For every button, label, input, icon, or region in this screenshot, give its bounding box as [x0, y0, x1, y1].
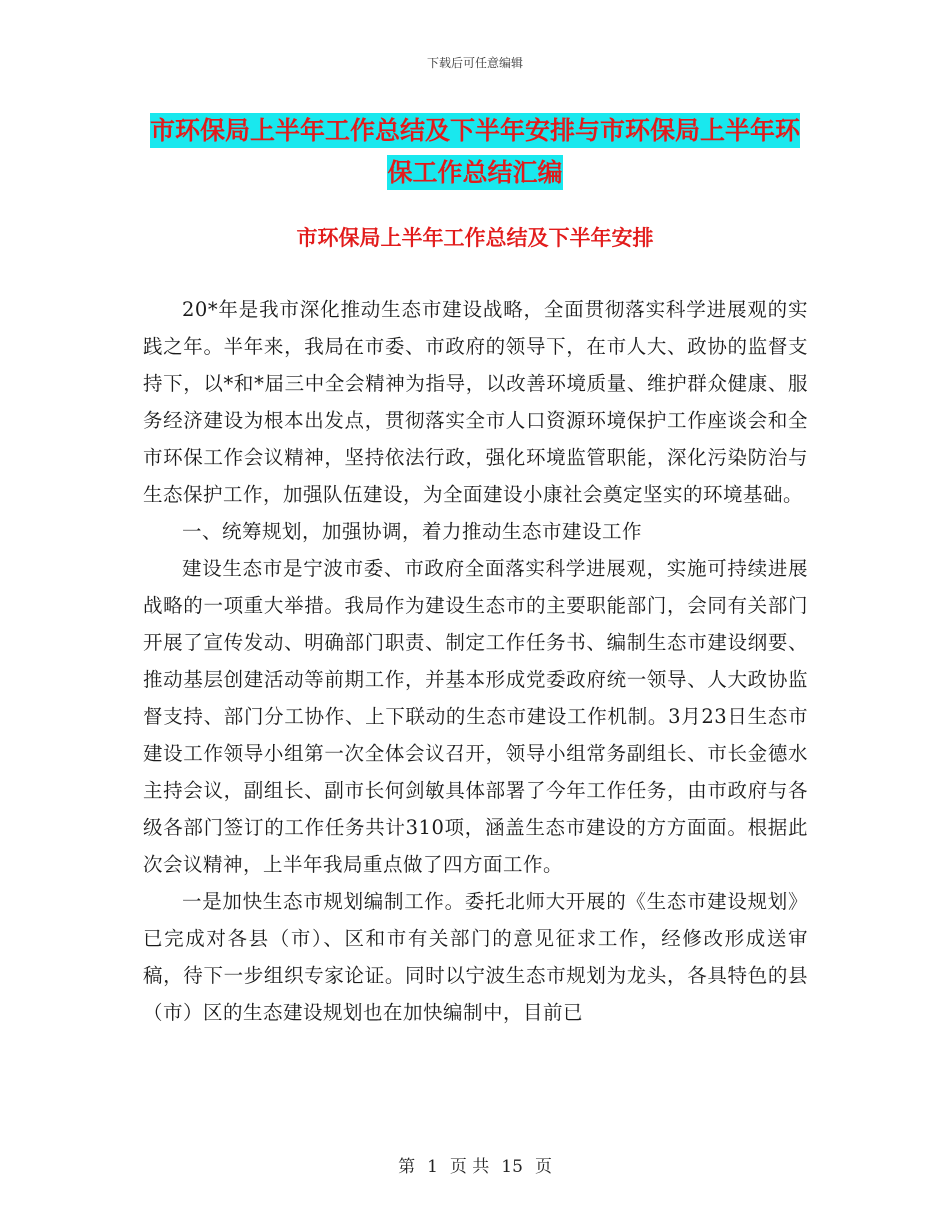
page-total: 15: [501, 1157, 523, 1177]
footer-prefix: 第: [398, 1157, 416, 1177]
footer-suffix: 页: [534, 1157, 552, 1177]
paragraph: 一是加快生态市规划编制工作。委托北师大开展的《生态市建设规划》已完成对各县（市）、区和市有关部门的意见征求工作，经修改形成送审稿，待下一步组织专家论证。同时以宁波生态市规划为龙头，各具特色的县（市）区的生态建设规划也在加快编制中，目前已: [143, 890, 808, 1024]
header-note: 下载后可任意编辑: [426, 56, 523, 70]
paragraph: 20*年是我市深化推动生态市建设战略，全面贯彻落实科学进展观的实践之年。半年来，我局在市委、市政府的领导下，在市人大、政协的监督支持下，以*和*届三中全会精神为指导，以改善环境质量、维护群众健康、服务经济建设为根本出发点，贯彻落实全市人口资源环境保护工作座谈会和全市环保工作会议精神，坚持依法行政，强化环境监管职能，深化污染防治与生态保护工作，加强队伍建设，为全面建设小康社会奠定坚实的环境基础。: [143, 298, 808, 506]
section-title: 市环保局上半年工作总结及下半年安排: [296, 226, 654, 250]
page-number: 1: [427, 1157, 438, 1177]
page-footer: [0, 1152, 950, 1177]
document-title: [140, 110, 810, 194]
paragraph: 建设生态市是宁波市委、市政府全面落实科学进展观，实施可持续进展战略的一项重大举措。我局作为建设生态市的主要职能部门，会同有关部门开展了宣传发动、明确部门职责、制定工作任务书、编制生态市建设纲要、推动基层创建活动等前期工作，并基本形成党委政府统一领导、人大政协监督支持、部门分工协作、上下联动的生态市建设工作机制。3月23日生态市建设工作领导小组第一次全体会议召开，领导小组常务副组长、市长金德水主持会议，副组长、副市长何剑敏具体部署了今年工作任务，由市政府与各级各部门签订的工作任务共计310项，涵盖生态市建设的方方面面。根据此次会议精神，上半年我局重点做了四方面工作。: [143, 557, 808, 876]
section-heading: 一、统筹规划，加强协调，着力推动生态市建设工作: [182, 520, 643, 543]
document-title-text: 市环保局上半年工作总结及下半年安排与市环保局上半年环保工作总结汇编: [150, 113, 800, 190]
footer-middle: 页 共: [449, 1157, 490, 1177]
document-body: [143, 291, 808, 1031]
